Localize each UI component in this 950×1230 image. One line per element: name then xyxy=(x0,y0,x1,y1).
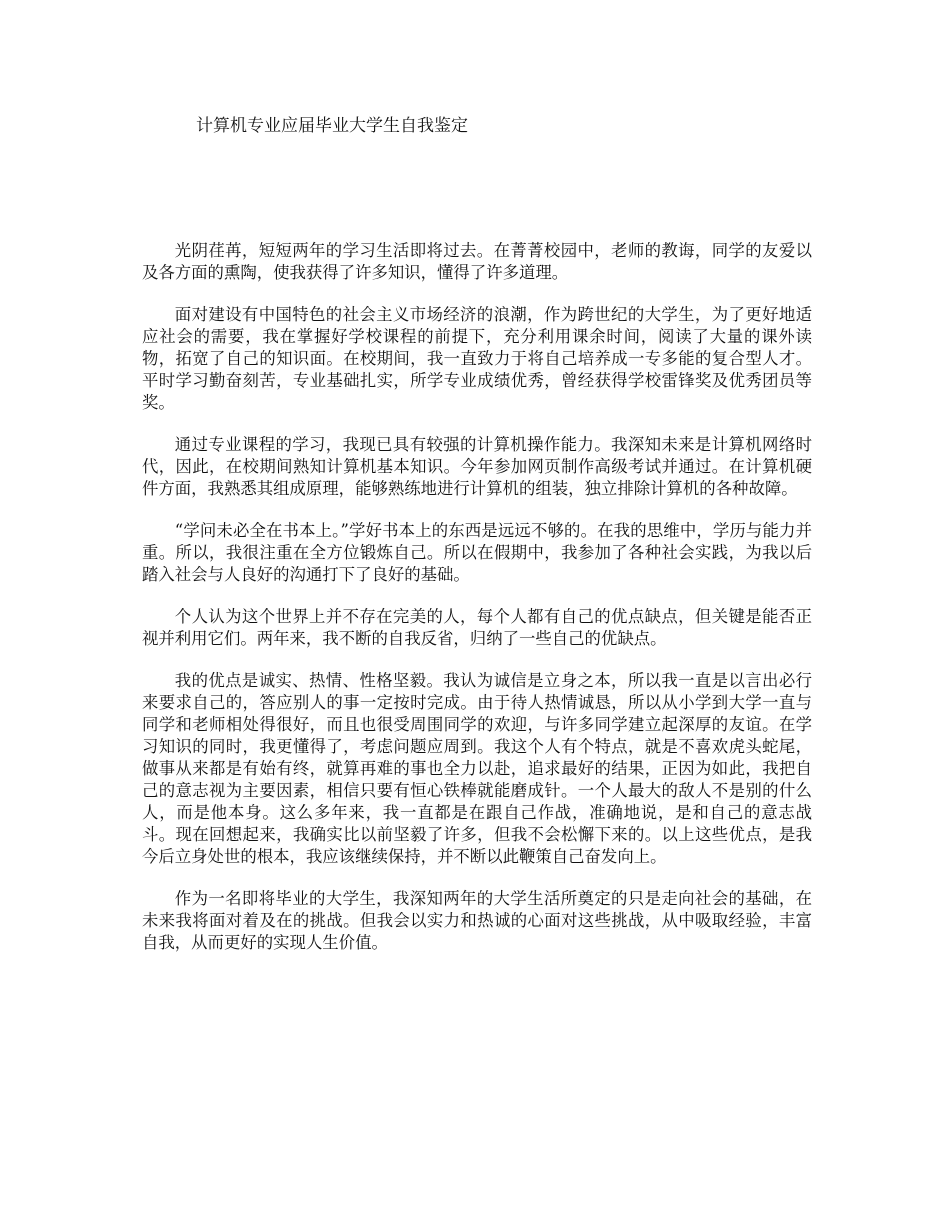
document-title: 计算机专业应届毕业大学生自我鉴定 xyxy=(196,116,468,136)
paragraph-strengths: 我的优点是诚实、热情、性格坚毅。我认为诚信是立身之本，所以我一直是以言出必行来要求自己的，答应别人的事一定按时完成。由于待人热情诚恳，所以从小学到大学一直与同学和老师相处得很好，而且也很受周围同学的欢迎，与许多同学建立起深厚的友谊。在学习知识的同时，我更懂得了，考虑问题应周到。我这个人有个特点，就是不喜欢虎头蛇尾，做事从来都是有始有终，就算再难的事也全力以赴，追求最好的结果，正因为如此，我把自己的意志视为主要因素，相信只要有恒心铁棒就能磨成针。一个人最大的敌人不是别的什么人，而是他本身。这么多年来，我一直都是在跟自己作战，准确地说，是和自己的意志战斗。现在回想起来，我确实比以前坚毅了许多，但我不会松懈下来的。以上这些优点，是我今后立身处世的根本，我应该继续保持，并不断以此鞭策自己奋发向上。 xyxy=(142,671,812,866)
document-body xyxy=(142,240,812,974)
paragraph-conclusion: 作为一名即将毕业的大学生，我深知两年的大学生活所奠定的只是走向社会的基础，在未来我将面对着及在的挑战。但我会以实力和热诚的心面对这些挑战，从中吸取经验，丰富自我，从而更好的实现人生价值。 xyxy=(142,889,812,952)
paragraph-intro: 光阴荏苒，短短两年的学习生活即将过去。在菁菁校园中，老师的教诲，同学的友爱以及各方面的熏陶，使我获得了许多知识，懂得了许多道理。 xyxy=(142,241,812,282)
paragraph-self-reflection: 个人认为这个世界上并不存在完美的人，每个人都有自己的优点缺点，但关键是能否正视并利用它们。两年来，我不断的自我反省，归纳了一些自己的优缺点。 xyxy=(142,607,812,648)
paragraph-practice: “学问未必全在书本上。”学好书本上的东西是远远不够的。在我的思维中，学历与能力并重。所以，我很注重在全方位锻炼自己。所以在假期中，我参加了各种社会实践，为我以后踏入社会与人良好的沟通打下了良好的基础。 xyxy=(142,521,812,584)
paragraph-computer-skills: 通过专业课程的学习，我现已具有较强的计算机操作能力。我深知未来是计算机网络时代，因此，在校期间熟知计算机基本知识。今年参加网页制作高级考试并通过。在计算机硬件方面，我熟悉其组成原理，能够熟练地进行计算机的组装，独立排除计算机的各种故障。 xyxy=(142,435,812,498)
paragraph-study: 面对建设有中国特色的社会主义市场经济的浪潮，作为跨世纪的大学生，为了更好地适应社会的需要，我在掌握好学校课程的前提下，充分利用课余时间，阅读了大量的课外读物，拓宽了自己的知识面。在校期间，我一直致力于将自己培养成一专多能的复合型人才。平时学习勤奋刻苦，专业基础扎实，所学专业成绩优秀，曾经获得学校雷锋奖及优秀团员等奖。 xyxy=(142,305,812,412)
